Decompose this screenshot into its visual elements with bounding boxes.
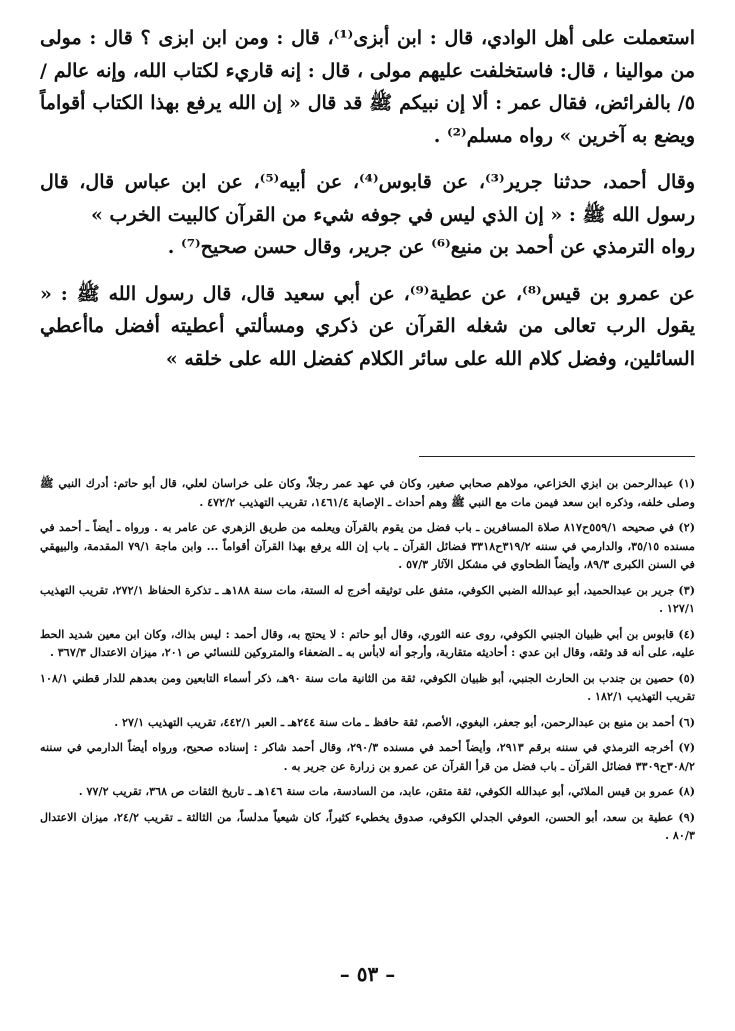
footnote-2: (٢) في صحيحه ٥٥٩/١ح٨١٧ صلاة المسافرين ـ باب فضل من يقوم بالقرآن ويعلمه من طريق الزهري عن عامر به . ورواه ـ أيضاً ـ أحمد في مسنده ٣٥/١٥، والدارمي في سننه ٣١٩/٢ح٣٣١٨ فضائل القرآن ـ باب إن الله يرفع بهذا القرآن أقواماً ... وابن ماجة ٧٩/١ المقدمة، والبيهقي في السنن الكبرى ٨٩/٣، وأيضاً الطحاوي في مشكل الآثار ٥٧/٣ .: [40, 520, 696, 571]
footnote-4: (٤) قابوس بن أبي ظبيان الجنبي الكوفي، روى عنه الثوري، وقال أبو حاتم : لا يحتج به، وقال أحمد : ليس بذاك، وكان ابن معين شديد الحط عليه، على أنه قد وثقه، وقال ابن عدي : أحاديثه متقاربة، وأرجو أنه لابأس به ـ الضعفاء والمتروكين للنسائي ص ٢٠١، ميزان الاعتدال ٣٦٧/٣ .: [40, 626, 695, 659]
footnote-6: (٦) أحمد بن منيع بن عبدالرحمن، أبو جعفر، البغوي، الأصم، ثقة حافظ ـ مات سنة ٢٤٤هـ ـ العبر ٤٤٢/١، تقريب التهذيب ٢٧/١ .: [114, 714, 695, 729]
main-text: [40, 22, 695, 375]
footnote-5: (٥) حصين بن جندب بن الحارث الجنبي، أبو ظبيان الكوفي، ثقة من الثانية مات سنة ٩٠هـ، ذكر أسماء التابعين ومن بعدهم للدار قطني ١٠٨/١ تقريب التهذيب ١٨٢/١ .: [40, 670, 695, 703]
page-number: – ٥٣ –: [339, 962, 396, 986]
footnotes: [40, 474, 695, 852]
paragraph-1: استعملت على أهل الوادي، قال : ابن أبزى⁽¹⁾، قال : ومن ابن ابزى ؟ قال : مولى من موالينا ، قال: فاستخلفت عليهم مولى ، قال : إنه قاريء لكتاب الله، وإنه عالم /٥/ بالفرائض، فقال عمر : ألا إن نبيكم ﷺ قد قال « إن الله يرفع بهذا الكتاب أقواماً ويضع به آخرين » رواه مسلم⁽²⁾ .: [40, 27, 695, 147]
page: [40, 22, 695, 1031]
footnote-divider: [419, 456, 695, 457]
footnote-1: (١) عبدالرحمن بن ابزي الخزاعي، مولاهم صحابي صغير، وكان في عهد عمر رجلاً، وكان على خراسان لعلي، قال أبو حاتم: أدرك النبي ﷺ وصلى خلفه، وذكره ابن سعد فيمن مات مع النبي ﷺ وهم أحداث ـ الإصابة ١٤٦١/٤، تقريب التهذيب ٤٧٢/٢ .: [40, 476, 695, 509]
paragraph-2: وقال أحمد، حدثنا جرير⁽³⁾، عن قابوس⁽⁴⁾، عن أبيه⁽⁵⁾، عن ابن عباس قال، قال رسول الله ﷺ : « إن الذي ليس في جوفه شيء من القرآن كالبيت الخرب »: [40, 171, 696, 226]
paragraph-3: رواه الترمذي عن أحمد بن منيع⁽⁶⁾ عن جرير، وقال حسن صحيح⁽⁷⁾ .: [167, 236, 695, 258]
footnote-7: (٧) أخرجه الترمذي في سننه برقم ٢٩١٣، وأيضاً أحمد في مسنده ٢٩٠/٣، وقال أحمد شاكر : إسناده صحيح، ورواه أيضاً الدارمي في سننه ٣٠٨/٢ح٣٣٠٩ فضائل القرآن ـ باب فضل من قرأ القرآن عن عمرو بن زرارة عن جرير به .: [40, 740, 695, 773]
footnote-3: (٣) جرير بن عبدالحميد، أبو عبدالله الضبي الكوفي، متفق على توثيقه أخرج له الستة، مات سنة ١٨٨هـ ـ تذكرة الحفاظ ٢٧٢/١، تقريب التهذيب ١٢٧/١ .: [40, 582, 695, 615]
footnote-9: (٩) عطية بن سعد، أبو الحسن، العوفي الجدلي الكوفي، صدوق يخطيء كثيراً، كان شيعياً مدلساً، من الثالثة ـ تقريب ٢٤/٢، ميزان الاعتدال ٨٠/٣ .: [40, 809, 695, 842]
paragraph-4: عن عمرو بن قيس⁽⁸⁾، عن عطية⁽⁹⁾، عن أبي سعيد قال، قال رسول الله ﷺ : « يقول الرب تعالى من شغله القرآن عن ذكري ومسألتي أعطيته أفضل ماأعطي السائلين، وفضل كلام الله على سائر الكلام كفضل الله على خلقه »: [40, 282, 696, 370]
footnote-8: (٨) عمرو بن قيس الملائي، أبو عبدالله الكوفي، ثقة متقن، عابد، من السادسة، مات سنة ١٤٦هـ ـ تاريخ الثقات ص ٣٦٨، تقريب ٧٧/٢ .: [78, 784, 695, 798]
